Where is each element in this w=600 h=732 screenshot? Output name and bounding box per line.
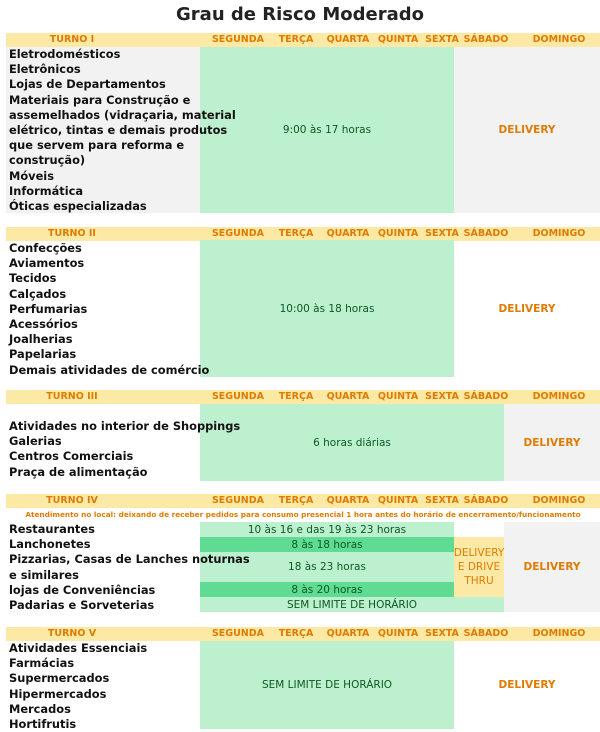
day-header: DOMINGO — [532, 628, 586, 639]
list-item: Tecidos — [9, 271, 57, 286]
day-header: QUINTA — [377, 495, 419, 506]
day-header: SEXTA — [425, 391, 459, 402]
turno-4-sunday-cell — [504, 537, 600, 597]
list-item: Confecções — [9, 241, 82, 255]
turno-5-weekend-cell — [454, 641, 600, 729]
turno-3-header — [6, 390, 600, 404]
day-header: SEXTA — [425, 628, 459, 639]
day-header: QUARTA — [326, 391, 370, 402]
list-item: Móveis — [9, 168, 54, 183]
list-item: Papelarias — [9, 347, 77, 362]
day-header: SEGUNDA — [211, 391, 265, 402]
list-item: Aviamentos — [9, 256, 85, 271]
day-header: TERÇA — [278, 391, 314, 402]
list-item: Eletrônicos — [9, 62, 81, 77]
day-header: QUINTA — [377, 34, 419, 45]
turno-4-sunday: DELIVERY — [523, 561, 581, 573]
list-item: Restaurantes — [9, 522, 95, 536]
turno-4-saturday-line-3: THRU — [464, 575, 494, 587]
turno-1-weekend-cell — [454, 47, 600, 213]
turno-1-hours: 9:00 às 17 horas — [282, 124, 372, 136]
day-header: SÁBADO — [463, 391, 509, 402]
list-item: que servem para reforma e — [9, 138, 185, 153]
day-header: SEXTA — [425, 495, 459, 506]
list-item: Galerias — [9, 434, 62, 449]
list-item: Eletrodomésticos — [9, 47, 121, 61]
day-header: QUINTA — [377, 391, 419, 402]
turno-label: TURNO II — [48, 228, 96, 239]
day-header: TERÇA — [278, 228, 314, 239]
list-item: assemelhados (vidraçaria, material — [9, 107, 236, 122]
turno-5-hours: SEM LIMITE DE HORÁRIO — [261, 679, 393, 691]
list-item: Óticas especializadas — [9, 199, 147, 214]
list-item: Atividades Essenciais — [9, 641, 148, 655]
turno-1-weekend: DELIVERY — [498, 124, 556, 136]
turno-4-conveniencias-hours: 8 às 20 horas — [291, 583, 363, 596]
list-item: Atividades no interior de Shoppings — [9, 419, 241, 433]
list-item: Perfumarias — [9, 301, 88, 316]
turno-4-saturday-line-2: E DRIVE — [457, 561, 501, 573]
day-header: QUARTA — [326, 628, 370, 639]
turno-label: TURNO V — [47, 628, 97, 639]
day-header: TERÇA — [278, 628, 314, 639]
turno-5-hours-cell — [200, 641, 454, 729]
day-header: SÁBADO — [463, 495, 509, 506]
day-header: SÁBADO — [463, 228, 509, 239]
list-item: Acessórios — [9, 317, 78, 332]
list-item: Lojas de Departamentos — [9, 77, 166, 92]
turno-5-weekend: DELIVERY — [498, 679, 556, 691]
turno-4-header — [6, 494, 600, 508]
day-header: SEXTA — [425, 228, 459, 239]
turno-1-hours-cell — [200, 47, 454, 213]
day-header: TERÇA — [278, 34, 314, 45]
list-item: Materiais para Construção e — [9, 92, 191, 107]
day-header: SEGUNDA — [211, 34, 265, 45]
page-title: Grau de Risco Moderado — [176, 4, 424, 25]
turno-label: TURNO I — [49, 34, 95, 45]
turno-2-weekend-cell — [454, 240, 600, 377]
day-header: SEGUNDA — [211, 628, 265, 639]
turno-4-list — [9, 522, 250, 613]
day-header: SÁBADO — [463, 628, 509, 639]
turno-3-list — [9, 419, 240, 480]
day-header: DOMINGO — [532, 495, 586, 506]
turno-3-weekend-cell — [504, 404, 600, 481]
day-header: QUARTA — [326, 495, 370, 506]
turno-1-header — [6, 33, 600, 47]
day-header: SEGUNDA — [211, 495, 265, 506]
list-item: elétrico, tintas e demais produtos — [9, 123, 228, 138]
turno-4-note: Atendimento no local: deixando de receber pedidos para consumo presencial 1 hora antes do horário de encerramento/funcionamento — [25, 510, 581, 519]
list-item: Centros Comerciais — [9, 449, 134, 464]
turno-5-header — [6, 627, 600, 641]
day-header: SÁBADO — [463, 34, 509, 45]
turno-5-list — [9, 641, 147, 732]
list-item: Calçados — [9, 286, 67, 301]
list-item: Pizzarias, Casas de Lanches noturnas — [9, 552, 250, 567]
list-item: Farmácias — [9, 656, 75, 671]
list-item: Demais atividades de comércio — [9, 362, 210, 377]
list-item: Hortifrutis — [9, 717, 77, 732]
turno-2-header — [6, 227, 600, 241]
list-item: Padarias e Sorveterias — [9, 598, 155, 613]
day-header: SEXTA — [425, 34, 459, 45]
turno-2-weekend: DELIVERY — [498, 302, 556, 315]
day-header: QUARTA — [326, 34, 370, 45]
list-item: Hipermercados — [9, 686, 107, 701]
turno-3-weekend: DELIVERY — [523, 436, 581, 449]
turno-4-restaurantes-hours: 10 às 16 e das 19 às 23 horas — [247, 523, 407, 536]
day-header: DOMINGO — [532, 228, 586, 239]
list-item: Lanchonetes — [9, 537, 91, 552]
turno-1-list — [9, 47, 236, 214]
day-header: QUINTA — [377, 628, 419, 639]
list-item: Praça de alimentação — [9, 464, 148, 479]
turno-4-saturday-line-1: DELIVERY — [453, 547, 505, 559]
turno-label: TURNO III — [46, 391, 98, 402]
list-item: Informática — [9, 183, 84, 198]
turno-3-hours-cell — [200, 404, 504, 481]
day-header: QUINTA — [377, 228, 419, 239]
list-item: Joalherias — [9, 332, 73, 347]
turno-label: TURNO IV — [46, 495, 98, 506]
list-item: Mercados — [9, 701, 71, 716]
turno-4-pizzarias-hours: 18 às 23 horas — [288, 561, 366, 573]
turno-2-list — [9, 241, 209, 378]
list-item: lojas de Conveniências — [9, 582, 156, 597]
turno-2-hours-cell — [200, 240, 454, 377]
day-header: TERÇA — [278, 495, 314, 506]
day-header: SEGUNDA — [211, 228, 265, 239]
list-item: construção) — [9, 153, 86, 168]
list-item: e similares — [9, 567, 79, 582]
turno-3-hours: 6 horas diárias — [313, 436, 391, 449]
list-item: Supermercados — [9, 671, 110, 686]
day-header: QUARTA — [326, 228, 370, 239]
day-header: DOMINGO — [532, 391, 586, 402]
day-header: DOMINGO — [532, 34, 586, 45]
turno-2-hours: 10:00 às 18 horas — [279, 302, 375, 315]
turno-4-saturday-cell — [454, 537, 504, 597]
turno-4-lanchonetes-hours: 8 às 18 horas — [291, 538, 363, 551]
turno-4-padarias-hours: SEM LIMITE DE HORÁRIO — [286, 598, 418, 611]
